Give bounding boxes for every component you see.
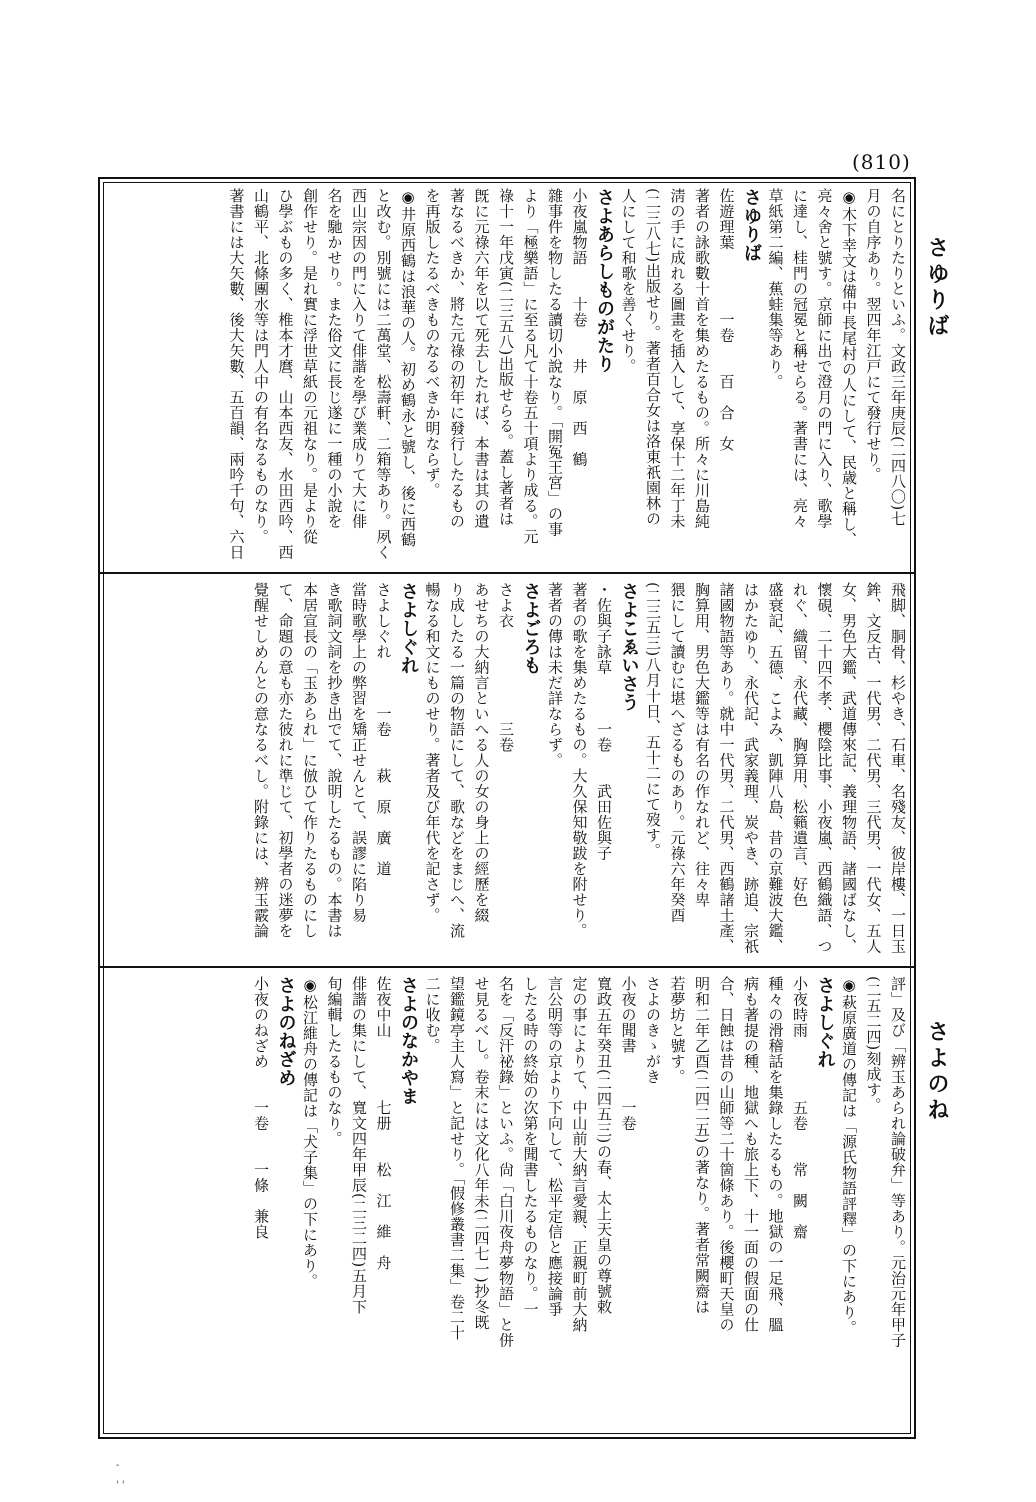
text-column: き歌詞文詞を抄き出でて、說明したるもの。本書は [325, 582, 344, 939]
text-column: 定の事によりて、中山前大納言愛親、正親町前大納 [570, 976, 589, 1333]
text-column: 創作せり。是れ實に浮世草紙の元祖なり。是より從 [301, 188, 319, 545]
stray-mark-2: ' ' [116, 1480, 125, 1491]
text-column: ◉萩原廣道の傳記は「源氏物語評釋」の下にあり。 [840, 976, 858, 1336]
text-column: さよしぐれ [814, 976, 836, 1069]
running-header-right: さゆりば [924, 236, 950, 340]
text-column: 著者の傳は未だ詳ならず。 [546, 582, 564, 768]
text-column: 鉾、文反古、一代男、二代男、三代男、一代女、五人 [864, 582, 883, 954]
row-divider-2 [100, 966, 914, 968]
row-divider-1 [100, 572, 914, 574]
text-column: 評」及び「辨玉あられ論破弁」等あり。元治元年甲子 [889, 976, 907, 1348]
section-top [106, 188, 910, 568]
text-column: (二三八七)出版せり。著者百合女は洛東祇園林の [644, 188, 662, 527]
text-column: 人にして和歌を善くせり。 [619, 188, 638, 374]
text-column: (二五二四)刻成す。 [864, 976, 883, 1113]
text-column: 覺醒せしめんとの意なるべし。附錄には、辨玉霰論 [252, 582, 270, 939]
running-header-left: さよのね [924, 1020, 950, 1124]
text-column: 諸國物語等あり。就中一代男、二代男、西鶴諸土產、 [717, 582, 736, 954]
text-column: 小夜のねざめ 一卷 一條 兼良 [252, 976, 270, 1240]
text-column: て、命題の意も亦た彼れに準じて、初學者の迷夢を [276, 582, 295, 939]
text-column: れぐ、織留、永代藏、胸算用、松籟遺言、好色 [791, 582, 809, 908]
section-middle [106, 582, 910, 960]
text-column: 明和二年乙酉(二四二五)の著なり。著者常闕齋は [693, 976, 711, 1315]
text-column: (二三五三)八月十日、五十二にて歿す。 [644, 582, 662, 859]
text-column: 西山宗因の門に入りて俳諧を學び業成りて大に俳 [350, 188, 368, 529]
text-column: 小夜時雨 五卷 常 闕 齋 [791, 976, 809, 1240]
text-column: 盛衰記、五德、こよみ、凱陣八島、昔の京難波大鑑、 [766, 582, 785, 954]
text-column: に達し、桂門の冠冕と稱せらる。著書には、亮々 [791, 188, 809, 529]
text-column: さよのなかやま [398, 976, 419, 1106]
text-column: 懷硯、二十四不孝、櫻陰比事、小夜嵐、西鶴織語、つ [815, 582, 834, 954]
text-column: ◉木下幸文は備中長尾村の人にして、民歳と稱し、 [840, 188, 858, 548]
text-column: 女、男色大鑑、武道傳來記、義理物語、諸國ばなし、 [840, 582, 858, 954]
text-column: 草紙第二編、蕉蛙集等あり。 [766, 188, 785, 390]
text-column: 當時歌學上の弊習を矯正せんとて、誤謬に陷り易 [350, 582, 368, 923]
text-column: 著なるべきか、將た元祿の初年に發行したるもの [448, 188, 466, 529]
text-column: ひ學ぶもの多く、椎本才麿、山本西友、水田西吟、西 [276, 188, 295, 560]
text-column: 旣に元祿六年を以て死去したれば、本書は其の遺 [472, 188, 491, 529]
text-column: したる時の終始の次第を聞書したるものなり。一 [521, 976, 540, 1317]
text-column: 著者の詠歌數十首を集めたるもの。所々に川島純 [693, 188, 711, 529]
text-column: 亮々舍と號す。京師に出で澄月の門に入り、歌學 [815, 188, 834, 529]
text-column: 著書には大矢數、後大矢數、五百韻、兩吟千句、六日 [227, 188, 246, 560]
text-column: せ見るべし。卷末には文化八年未(二四七一)抄冬既 [472, 976, 491, 1330]
text-column: 小夜嵐物語 十卷 井 原 西 鶴 [570, 188, 589, 467]
stray-mark-1: - [116, 1460, 120, 1471]
text-column: さよ衣 三卷 [497, 582, 515, 753]
text-column: 名にとりたりといふ。文政三年庚辰(二四八〇)七 [889, 188, 907, 527]
text-column: 名を「反汗祕錄」といふ。尙「白川夜舟夢物語」と併 [497, 976, 515, 1348]
text-column: 望鑑鏡亭主人寫」と記せり。「假修叢書二集」卷二十 [448, 976, 466, 1341]
text-column: 本居宣長の「玉あられ」に倣ひて作りたるものにし [301, 582, 319, 939]
text-column: り成したる一篇の物語にして、歌などをまじへ、流 [448, 582, 466, 939]
text-column: より「極樂語」に至る凡て十卷五十項より成る。元 [521, 188, 540, 545]
text-column: ◉松江維舟の傳記は「犬子集」の下にあり。 [301, 976, 319, 1289]
text-column: さよのきゝがき [644, 976, 662, 1085]
text-column: 種々の滑稽話を集錄したるもの。地獄の一足飛、膃 [766, 976, 785, 1333]
text-column: 病も著提の種、地獄へも旅上下、十一面の假面の仕 [742, 976, 760, 1333]
text-column: 寬政五年癸丑(二四五三)の春、太上天皇の尊號敕 [595, 976, 613, 1315]
text-column: さよあらしものがたり [594, 188, 615, 373]
text-column: さよこゑいさう [618, 582, 640, 712]
text-column: あせちの大納言といへる人の女の身上の經歷を綴 [472, 582, 491, 923]
text-column: と改む。別號には二萬堂、松壽軒、二箱等あり。夙く [374, 188, 393, 560]
text-column: はかたゆり、永代記、武家義理、炭やき、跡追、宗祇 [742, 582, 760, 954]
text-column: 月の自序あり。翌四年江戸にて發行せり。 [864, 188, 883, 483]
text-column: 淸の手に成れる圖畫を插入して、享保十二年丁未 [668, 188, 687, 529]
text-column: 若夢坊と號す。 [668, 976, 687, 1085]
text-column: 合、日蝕は昔の山師等二十箇條あり。後櫻町天皇の [717, 976, 736, 1333]
text-column: 山鶴平、北條團水等は門人中の有名なるものなり。 [252, 188, 270, 545]
text-column: ・佐與子詠草 一卷 武田佐與子 [595, 582, 613, 861]
text-column: 二に收む。 [423, 976, 442, 1054]
text-column: 猥にして讀むに堪へざるものあり。元祿六年癸酉 [668, 582, 687, 923]
text-column: 名を馳かせり。また俗文に長じ遂に一種の小說を [325, 188, 344, 529]
text-column: 胸算用、男色大鑑等は有名の作なれど、往々卑 [693, 582, 711, 908]
text-column: 佐遊理葉 一卷 百 合 女 [717, 188, 736, 452]
text-column: 小夜の聞書 一卷 [619, 976, 638, 1131]
text-column: さよしぐれ [398, 582, 419, 675]
text-column: 飛脚、胴骨、杉やき、石車、名殘友、彼岸樓、一日玉 [889, 582, 907, 954]
text-column: 旬編輯したるものなり。 [325, 976, 344, 1147]
text-column: 祿十一年戊寅(二三五八)出版せらる。蓋し著者は [497, 188, 515, 527]
text-column: 俳諧の集にして、寬文四年甲辰(二三二四)五月下 [350, 976, 368, 1315]
text-column: さよしぐれ 一卷 萩 原 廣 道 [374, 582, 393, 877]
text-column: 雜事件を物したる讀切小說なり。「開冤王宮」の事 [546, 188, 564, 537]
text-column: 佐夜中山 七册 松 江 維 舟 [374, 976, 393, 1271]
text-column: 著者の歌を集めたるもの。大久保知敬跋を附せり。 [570, 582, 589, 939]
text-column: を再版したるべきものなるべきか明ならず。 [423, 188, 442, 498]
text-column: さよごろも [520, 582, 542, 675]
text-column: さゆりば [741, 188, 762, 262]
page-number: (810) [852, 150, 911, 174]
text-column: 暢なる和文にものせり。著者及び年代を記さず。 [423, 582, 442, 923]
text-column: さよのねざめ [275, 976, 297, 1087]
text-column: ◉井原西鶴は浪華の人。初め鶴永と號し、後に西鶴 [399, 188, 417, 548]
text-column: 言公明等の京より下向して、松平定信と應接論爭 [546, 976, 564, 1317]
section-bottom [106, 976, 910, 1434]
